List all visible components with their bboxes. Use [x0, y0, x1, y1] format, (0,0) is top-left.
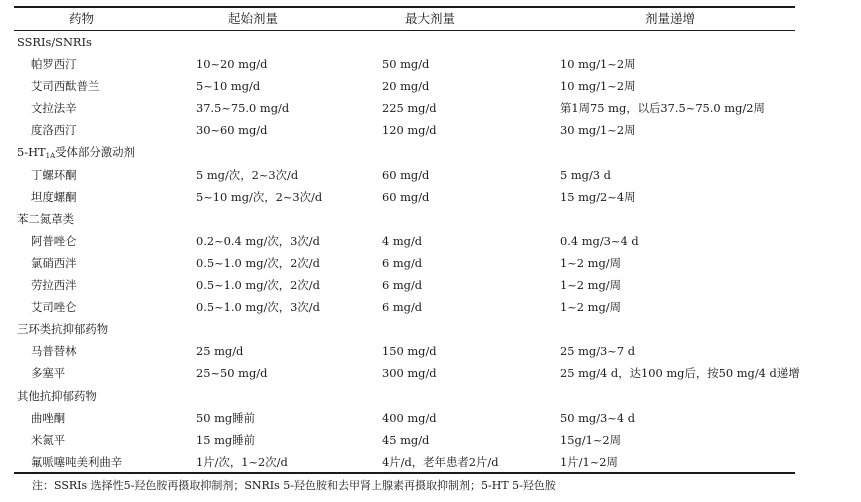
cell-drug: 马普替林: [31, 344, 77, 359]
cell-drug: 艾司西酞普兰: [31, 79, 100, 94]
cell-dose-increment: 15g/1~2周: [560, 432, 622, 447]
cell-max-dose: 20 mg/d: [382, 79, 430, 94]
cell-dose-increment: 10 mg/1~2周: [560, 57, 636, 72]
cell-max-dose: 45 mg/d: [382, 432, 430, 447]
cell-dose-increment: 1~2 mg/周: [560, 300, 621, 315]
table-row: [0, 407, 861, 429]
table-row: [0, 340, 861, 362]
cell-drug: 曲唑酮: [31, 410, 66, 425]
table-footnote: 注：SSRIs 选择性5-羟色胺再摄取抑制剂；SNRIs 5-羟色胺和去甲肾上腺素再摄取抑制剂；5-HT 5-羟色胺: [32, 479, 556, 492]
cell-dose-increment: 25 mg/4 d，达100 mg后，按50 mg/4 d递增: [560, 366, 800, 381]
table-row: [0, 53, 861, 75]
cell-max-dose: 60 mg/d: [382, 189, 430, 204]
cell-start-dose: 0.5~1.0 mg/次，2次/d: [196, 255, 320, 270]
cell-start-dose: 0.2~0.4 mg/次，3次/d: [196, 233, 320, 248]
group-row: [0, 31, 861, 53]
cell-max-dose: 6 mg/d: [382, 255, 423, 270]
cell-start-dose: 15 mg睡前: [196, 432, 255, 447]
cell-dose-increment: 1~2 mg/周: [560, 255, 621, 270]
cell-max-dose: 300 mg/d: [382, 366, 437, 381]
cell-dose-increment: 0.4 mg/3~4 d: [560, 233, 639, 248]
cell-drug: 多塞平: [31, 366, 66, 381]
header-start-dose: 起始剂量: [227, 11, 278, 26]
cell-drug: 文拉法辛: [31, 101, 77, 116]
cell-drug: 氯硝西泮: [31, 255, 77, 270]
table-row: [0, 164, 861, 186]
cell-max-dose: 6 mg/d: [382, 300, 423, 315]
cell-dose-increment: 5 mg/3 d: [560, 167, 611, 182]
group-row: [0, 208, 861, 230]
header-max-dose: 最大剂量: [404, 11, 455, 26]
cell-max-dose: 150 mg/d: [382, 344, 437, 359]
cell-drug: 丁螺环酮: [31, 167, 77, 182]
cell-start-dose: 5~10 mg/d: [196, 79, 261, 94]
cell-dose-increment: 30 mg/1~2周: [560, 123, 636, 138]
cell-start-dose: 5~10 mg/次，2~3次/d: [196, 189, 323, 204]
cell-max-dose: 4片/d，老年患者2片/d: [382, 454, 499, 469]
cell-max-dose: 60 mg/d: [382, 167, 430, 182]
cell-start-dose: 10~20 mg/d: [196, 57, 268, 72]
cell-start-dose: 1片/次，1~2次/d: [196, 454, 288, 469]
table-top-rule: [14, 6, 795, 8]
table-row: [0, 230, 861, 252]
header-dose-increment: 剂量递增: [644, 11, 695, 26]
cell-dose-increment: 50 mg/3~4 d: [560, 410, 635, 425]
cell-drug: 劳拉西泮: [31, 278, 77, 293]
table-row: [0, 429, 861, 451]
cell-max-dose: 120 mg/d: [382, 123, 437, 138]
cell-dose-increment: 第1周75 mg，以后37.5~75.0 mg/2周: [560, 101, 765, 116]
cell-start-dose: 0.5~1.0 mg/次，2次/d: [196, 278, 320, 293]
group-name: SSRIs/SNRIs: [17, 35, 92, 49]
cell-start-dose: 30~60 mg/d: [196, 123, 268, 138]
table-row: [0, 296, 861, 318]
cell-max-dose: 225 mg/d: [382, 101, 437, 116]
cell-max-dose: 50 mg/d: [382, 57, 430, 72]
cell-start-dose: 37.5~75.0 mg/d: [196, 101, 290, 116]
cell-max-dose: 4 mg/d: [382, 233, 423, 248]
group-name: 三环类抗抑郁药物: [17, 322, 109, 337]
table-row: [0, 97, 861, 119]
cell-start-dose: 0.5~1.0 mg/次，3次/d: [196, 300, 320, 315]
group-name: 其他抗抑郁药物: [17, 388, 97, 403]
cell-dose-increment: 25 mg/3~7 d: [560, 344, 635, 359]
header-drug: 药物: [68, 11, 94, 26]
table-row: [0, 451, 861, 473]
table-row: [0, 362, 861, 384]
table-body: [0, 31, 861, 473]
table-row: [0, 252, 861, 274]
table-bottom-rule: [14, 472, 795, 474]
table-row: [0, 186, 861, 208]
cell-start-dose: 50 mg睡前: [196, 410, 255, 425]
cell-drug: 度洛西汀: [31, 123, 77, 138]
table-row: [0, 274, 861, 296]
cell-start-dose: 25~50 mg/d: [196, 366, 268, 381]
cell-max-dose: 6 mg/d: [382, 278, 423, 293]
table-row: [0, 119, 861, 141]
cell-drug: 氟哌噻吨美利曲辛: [31, 454, 123, 469]
cell-start-dose: 5 mg/次，2~3次/d: [196, 167, 299, 182]
cell-drug: 坦度螺酮: [31, 189, 77, 204]
cell-drug: 艾司唑仑: [31, 300, 77, 315]
table-row: [0, 75, 861, 97]
cell-drug: 米氮平: [31, 432, 66, 447]
cell-dose-increment: 1片/1~2周: [560, 454, 618, 469]
cell-dose-increment: 10 mg/1~2周: [560, 79, 636, 94]
cell-start-dose: 25 mg/d: [196, 344, 244, 359]
group-row: [0, 141, 861, 163]
group-row: [0, 385, 861, 407]
cell-drug: 阿普唑仑: [31, 233, 77, 248]
cell-drug: 帕罗西汀: [31, 57, 77, 72]
cell-max-dose: 400 mg/d: [382, 410, 437, 425]
group-name: $5-HT_{1A}$受体部分激动剂: [17, 145, 135, 161]
group-row: [0, 318, 861, 340]
cell-dose-increment: 1~2 mg/周: [560, 278, 621, 293]
group-name: 苯二氮䓬类: [17, 211, 74, 226]
cell-dose-increment: 15 mg/2~4周: [560, 189, 636, 204]
